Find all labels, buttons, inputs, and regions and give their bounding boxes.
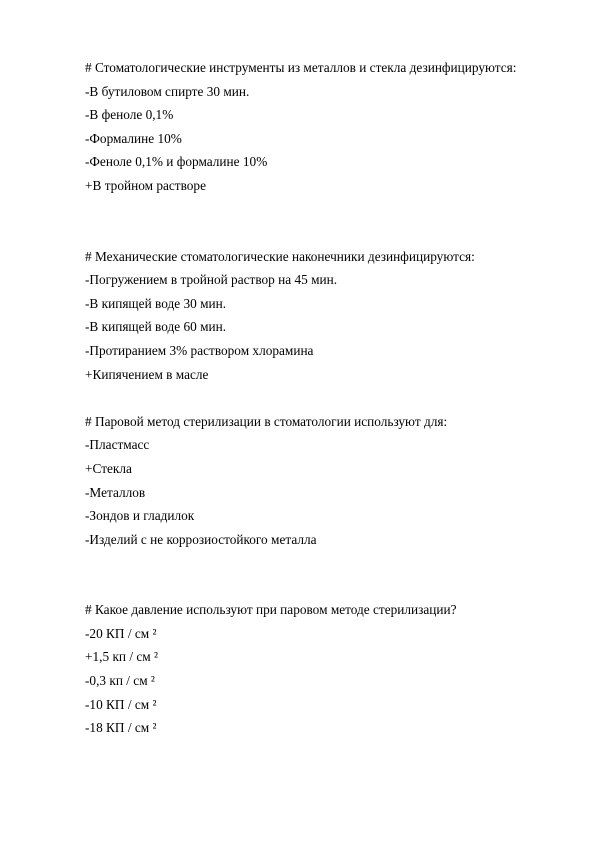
answer-option: -Формалине 10%: [85, 130, 182, 146]
answer-option-correct: +В тройном растворе: [85, 177, 206, 193]
answer-option: -В бутиловом спирте 30 мин.: [85, 83, 250, 99]
question-prompt: # Механические стоматологические наконечники дезинфицируются:: [85, 248, 475, 264]
answer-option-correct: +Стекла: [85, 460, 132, 476]
paragraph-spacer: [85, 386, 565, 410]
answer-option: -0,3 кп / см ²: [85, 673, 155, 689]
paragraph-spacer: [85, 551, 565, 598]
answer-option-correct: +1,5 кп / см ²: [85, 649, 158, 665]
question-block-2: [85, 245, 565, 387]
answer-option: -В феноле 0,1%: [85, 107, 174, 123]
answer-option: -Пластмасс: [85, 437, 150, 453]
answer-option: -Феноле 0,1% и формалине 10%: [85, 154, 268, 170]
question-block-1: [85, 56, 565, 198]
question-block-3: [85, 410, 565, 552]
answer-option: -Зондов и гладилок: [85, 508, 195, 524]
question-prompt: # Какое давление используют при паровом методе стерилизации?: [85, 602, 457, 618]
paragraph-spacer: [85, 198, 565, 245]
answer-option: -10 КП / см ²: [85, 696, 157, 712]
answer-option: -В кипящей воде 30 мин.: [85, 295, 227, 311]
answer-option: -18 КП / см ²: [85, 720, 157, 736]
answer-option: -Погружением в тройной раствор на 45 мин.: [85, 272, 338, 288]
answer-option-correct: +Кипячением в масле: [85, 366, 209, 382]
question-prompt: # Стоматологические инструменты из металлов и стекла дезинфицируются:: [85, 60, 517, 75]
document-content: [85, 56, 565, 740]
answer-option: -Изделий с не коррозиостойкого металла: [85, 531, 317, 547]
question-block-4: [85, 598, 565, 740]
answer-option: -Протиранием 3% раствором хлорамина: [85, 342, 314, 358]
question-prompt: # Паровой метод стерилизации в стоматологии используют для:: [85, 413, 448, 429]
answer-option: -Металлов: [85, 484, 146, 500]
answer-option: -В кипящей воде 60 мин.: [85, 319, 227, 335]
answer-option: -20 КП / см ²: [85, 625, 157, 641]
